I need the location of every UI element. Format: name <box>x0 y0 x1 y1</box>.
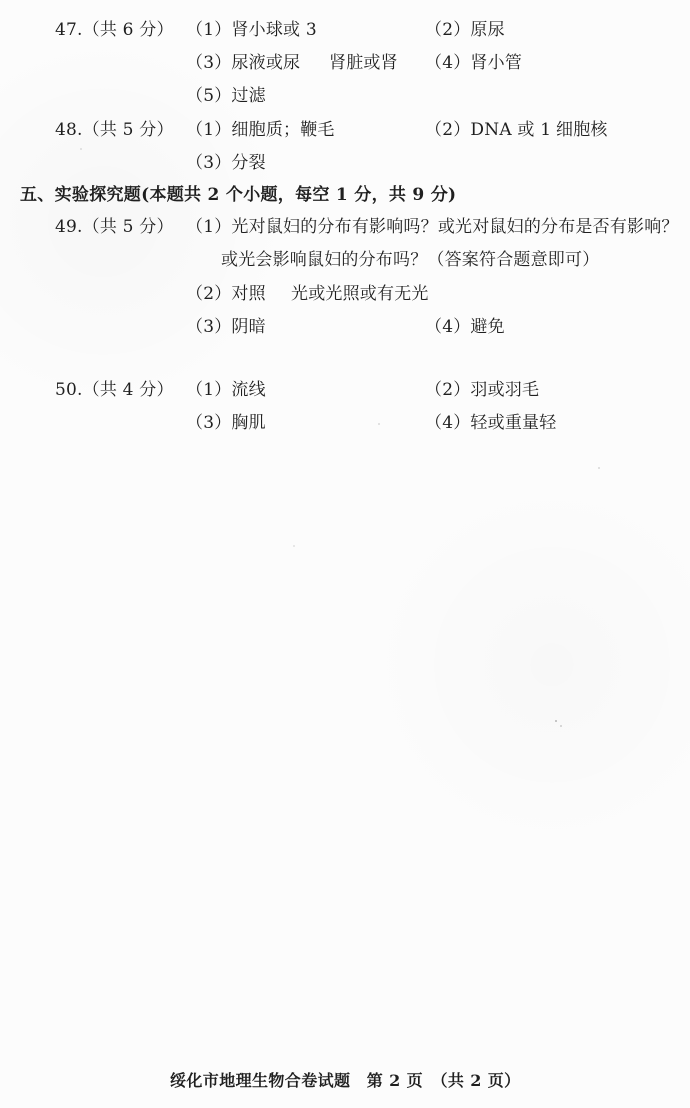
scan-speck <box>378 423 380 425</box>
page-footer: 绥化市地理生物合卷试题 第 2 页 （共 2 页） <box>170 1071 521 1090</box>
scan-speck <box>555 720 557 722</box>
question-47-answer-3: （3）尿液或尿 <box>186 53 301 73</box>
question-48-answer-2: （2）DNA 或 1 <box>425 120 552 140</box>
scan-speck <box>560 725 562 727</box>
question-50-answer-3: （3）胸肌 <box>186 413 266 433</box>
scan-speck <box>293 545 295 547</box>
question-47-label: 47.（共 6 分） <box>55 20 174 40</box>
question-48-label: 48.（共 5 分） <box>55 120 174 140</box>
question-50-answer-4: （4）轻或重量轻 <box>425 413 557 433</box>
question-50-label: 50.（共 4 分） <box>55 380 174 400</box>
question-50-answer-1: （1）流线 <box>186 380 266 400</box>
question-49-answer-3: （3）阴暗 <box>186 317 266 337</box>
question-48-answer-3: （3）分裂 <box>186 153 266 173</box>
question-49-answer-2: （2）对照 <box>186 284 266 304</box>
question-49-answer-4: （4）避免 <box>425 317 505 337</box>
question-47-answer-3-extra: 肾脏或肾 <box>329 53 398 73</box>
question-47-answer-5: （5）过滤 <box>186 86 266 106</box>
question-50-answer-2: （2）羽或羽毛 <box>425 380 540 400</box>
question-49-answer-2-extra: 光或光照或有无光 <box>291 284 429 304</box>
question-49-label: 49.（共 5 分） <box>55 217 174 237</box>
question-49-answer-1-line-1: （1）光对鼠妇的分布有影响吗？或光对鼠妇的分布是否有影响？ <box>186 217 679 237</box>
scan-speck <box>598 467 600 469</box>
question-49-answer-1-line-2: 或光会影响鼠妇的分布吗？（答案符合题意即可） <box>221 250 600 270</box>
section-5-title: 五、实验探究题(本题共 2 个小题，每空 1 分，共 9 分) <box>20 185 457 205</box>
question-48-answer-1: （1）细胞质；鞭毛 <box>186 120 335 140</box>
question-47-answer-1: （1）肾小球或 3 <box>186 20 317 40</box>
question-47-answer-2: （2）原尿 <box>425 20 505 40</box>
scan-speck <box>80 148 82 150</box>
question-48-answer-2-extra: 细胞核 <box>556 120 608 140</box>
question-47-answer-4: （4）肾小管 <box>425 53 523 73</box>
